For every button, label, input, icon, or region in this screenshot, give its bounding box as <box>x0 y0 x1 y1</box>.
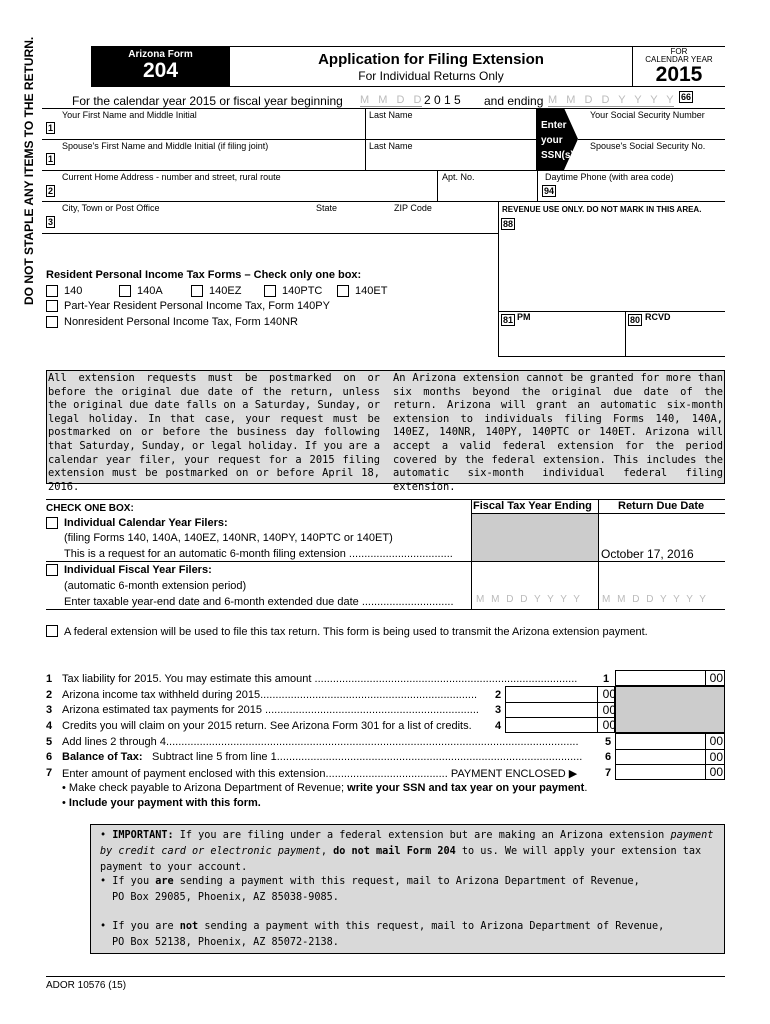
line-3-text: Arizona estimated tax payments for 2015 ...................................................................... <box>62 704 479 716</box>
important-p3c: sending a payment with this request, mail to Arizona Department of Revenue, <box>204 921 665 932</box>
code-81: 81 <box>503 315 514 325</box>
important-para-1: • IMPORTANT: If you are filing under a federal extension but are making an Arizona extension payment by credit card or electronic payment, do not mail Form 204 to us. We will apply your extension tax payment to your account. <box>100 830 714 873</box>
line-5-cents[interactable]: 00 <box>709 734 723 748</box>
line-5-number: 5 <box>46 736 53 748</box>
line-4-box: 4 <box>495 720 502 732</box>
checkbox-fiscal-filer[interactable] <box>46 564 58 576</box>
spouse-first-name-input[interactable] <box>58 151 358 168</box>
spouse-last-name-label: Last Name <box>369 141 413 151</box>
line-1-cents[interactable]: 00 <box>709 671 723 685</box>
calendar-filer-line2: This is a request for an automatic 6-month filing extension .................................. <box>64 548 453 560</box>
calendar-year-label: CALENDAR YEAR <box>645 55 713 64</box>
line-number-1b: 1 <box>48 154 54 164</box>
fiscal-filer-line1: (automatic 6-month extension period) <box>64 580 247 592</box>
line-7-cents[interactable]: 00 <box>709 765 723 779</box>
line-6-cents[interactable]: 00 <box>709 750 723 764</box>
line-6-title: Balance of Tax: <box>62 751 143 763</box>
address-label: Current Home Address - number and street, rural route <box>62 172 281 182</box>
line-2-number: 2 <box>46 689 53 701</box>
important-t1i: payment by credit card or electronic payment <box>100 830 714 857</box>
address-input[interactable] <box>58 182 433 199</box>
checkbox-140ez[interactable] <box>191 285 203 297</box>
important-p3d: PO Box 52138, Phoenix, AZ 85072-2138. <box>112 937 339 948</box>
form-number: 204 <box>142 59 179 82</box>
shaded-amount-area <box>615 686 725 733</box>
footer-code: ADOR 10576 (15) <box>46 980 127 991</box>
forms-heading: Resident Personal Income Tax Forms – Check only one box: <box>46 269 362 281</box>
line-4-number: 4 <box>46 720 53 732</box>
state-label: State <box>316 203 338 213</box>
ssn-label: Your Social Security Number <box>590 110 705 120</box>
line-2-cents[interactable]: 00 <box>602 687 616 701</box>
city-label: City, Town or Post Office <box>62 203 160 213</box>
checkbox-140[interactable] <box>46 285 58 297</box>
calendar-filer-title: Individual Calendar Year Filers: <box>64 517 228 529</box>
phone-label: Daytime Phone (with area code) <box>545 172 674 182</box>
line-2-box: 2 <box>495 689 502 701</box>
important-label: IMPORTANT: <box>112 830 174 841</box>
period-text: For the calendar year 2015 or fiscal year beginning <box>72 94 343 108</box>
fiscal-due-date-input[interactable]: M M D D Y Y Y Y <box>602 594 708 605</box>
fiscal-shaded <box>472 514 598 561</box>
notice-right: An Arizona extension cannot be granted for more than six months beyond the original due date of the return. Arizona will grant an automatic six-month extension to individuals filing Forms 140, 140A, 140EZ, 140NR, 140PY, 140PTC or 140ET. Arizona will accept a valid federal extension for the period covered by the federal extension. This includes the automatic six-month individual federal filing extension. <box>393 372 723 493</box>
page-subtitle: For Individual Returns Only <box>358 69 504 83</box>
apt-input[interactable] <box>440 182 534 199</box>
line-4-text: Credits you will claim on your 2015 return. See Arizona Form 301 for a list of credits. <box>62 720 472 732</box>
checkbox-140et[interactable] <box>337 285 349 297</box>
enter-ssn-text: Enter your SSN(s). <box>541 120 577 161</box>
important-t1b: do not mail Form 204 <box>333 846 456 857</box>
line-7-text: Enter amount of payment enclosed with this extension........................................ PAYMENT ENCLOSED ▶ <box>62 768 578 780</box>
important-p2d: PO Box 29085, Phoenix, AZ 85038-9085. <box>112 892 339 903</box>
important-t1: If you are filing under a federal extension but are making an Arizona extension <box>179 830 665 841</box>
line-7-number: 7 <box>46 767 53 779</box>
city-input[interactable] <box>58 214 308 231</box>
spouse-ssn-label: Spouse's Social Security No. <box>590 141 706 151</box>
label-140et: 140ET <box>355 285 388 297</box>
important-p2a: If you <box>112 876 150 887</box>
first-name-input[interactable] <box>58 120 358 137</box>
line-1-text: Tax liability for 2015. You may estimate this amount ...................................................................................... <box>62 673 578 685</box>
notice-left: All extension requests must be postmarked on or before the original due date of the return, unless the original due date falls on a Saturday, Sunday, or legal holiday. In that case, your request must be postmarked on or before the business day following that Saturday, Sunday, or legal holiday. If you are a calendar year filer, your request for a 2015 filing extension must be postmarked on or before April 18, 2016. <box>48 372 380 493</box>
line-number-1: 1 <box>48 123 54 133</box>
zip-label: ZIP Code <box>394 203 432 213</box>
important-p2c: sending a payment with this request, mail to Arizona Department of Revenue, <box>179 876 640 887</box>
zip-input[interactable] <box>392 214 494 231</box>
important-p2b: are <box>155 876 174 887</box>
state-input[interactable] <box>312 214 388 231</box>
fiscal-filer-line2: Enter taxable year-end date and 6-month extended due date .............................. <box>64 596 454 608</box>
form-id-block <box>91 46 230 86</box>
code-66: 66 <box>681 92 692 102</box>
important-para-3: • If you are not sending a payment with this request, mail to Arizona Department of Revenue, PO Box 52138, Phoenix, AZ 85072-2138. <box>100 921 665 948</box>
code-80: 80 <box>630 315 641 325</box>
checkbox-140ptc[interactable] <box>264 285 276 297</box>
and-ending-text: and ending <box>484 94 544 108</box>
line-1-box: 1 <box>603 673 610 685</box>
checkbox-federal-extension[interactable] <box>46 625 58 637</box>
form-label: Arizona Form <box>128 49 193 60</box>
checkbox-calendar-filer[interactable] <box>46 517 58 529</box>
revenue-use-label: REVENUE USE ONLY. DO NOT MARK IN THIS AREA. <box>502 205 702 214</box>
line-6-number: 6 <box>46 751 53 763</box>
code-94: 94 <box>544 186 555 196</box>
label-140: 140 <box>64 285 83 297</box>
important-t1c: , <box>320 846 327 857</box>
calendar-filer-line1: (filing Forms 140, 140A, 140EZ, 140NR, 140PY, 140PTC or 140ET) <box>64 532 393 544</box>
bullet-include-payment-text: Include your payment with this form. <box>68 797 261 809</box>
bullet-include-payment: • Include your payment with this form. <box>62 797 261 809</box>
code-88: 88 <box>503 219 514 229</box>
last-name-input[interactable] <box>370 120 530 137</box>
fiscal-filer-title: Individual Fiscal Year Filers: <box>64 564 212 576</box>
col-due-header: Return Due Date <box>618 500 705 512</box>
important-p3a: If you are <box>112 921 174 932</box>
line-5-text: Add lines 2 through 4....................................................................................................................................... <box>62 736 579 748</box>
line-6-text: Subtract line 5 from line 1.................................................................................................... <box>152 751 583 763</box>
tax-year: 2015 <box>655 63 703 86</box>
checkbox-140nr[interactable] <box>46 316 58 328</box>
label-140py: Part-Year Resident Personal Income Tax, Form 140PY <box>64 300 330 312</box>
begin-date-mask[interactable]: M M D D <box>360 94 425 106</box>
end-date-mask[interactable]: M M D D Y Y Y Y <box>548 94 677 106</box>
bullet-make-check-c: . <box>584 782 588 794</box>
label-140ez: 140EZ <box>209 285 242 297</box>
label-140a: 140A <box>137 285 163 297</box>
line-number-2: 2 <box>48 186 54 196</box>
federal-extension-label: A federal extension will be used to file this tax return. This form is being used to transmit the Arizona extension payment. <box>64 626 648 638</box>
page-title: Application for Filing Extension <box>318 51 544 68</box>
label-140ptc: 140PTC <box>282 285 323 297</box>
line-number-3: 3 <box>48 217 54 227</box>
spouse-ssn-input[interactable] <box>584 151 724 168</box>
begin-year: 2 0 1 5 <box>424 93 461 107</box>
col-fiscal-header: Fiscal Tax Year Ending <box>473 500 592 512</box>
for-label: FOR <box>670 47 688 56</box>
check-one-heading: CHECK ONE BOX: <box>46 503 134 514</box>
label-140nr: Nonresident Personal Income Tax, Form 140NR <box>64 316 298 328</box>
line-3-number: 3 <box>46 704 53 716</box>
checkbox-140a[interactable] <box>119 285 131 297</box>
phone-input[interactable] <box>556 182 722 199</box>
rcvd-label: RCVD <box>645 312 671 322</box>
important-p3b: not <box>179 921 199 932</box>
ssn-input[interactable] <box>584 120 724 137</box>
spouse-first-name-label: Spouse's First Name and Middle Initial (if filing joint) <box>62 141 269 151</box>
line-4-cents[interactable]: 00 <box>602 718 616 732</box>
line-6-box: 6 <box>605 751 612 763</box>
side-warning: DO NOT STAPLE ANY ITEMS TO THE RETURN. <box>22 36 36 305</box>
bullet-make-check: • Make check payable to Arizona Department of Revenue; write your SSN and tax year on your payment. <box>62 782 588 794</box>
calendar-due-date: October 17, 2016 <box>601 547 694 561</box>
apt-label: Apt. No. <box>442 172 475 182</box>
bullet-make-check-b: write your SSN and tax year on your payment <box>347 782 585 794</box>
line-5-box: 5 <box>605 736 612 748</box>
last-name-label: Last Name <box>369 110 413 120</box>
important-para-2: • If you are sending a payment with this request, mail to Arizona Department of Revenue, PO Box 29085, Phoenix, AZ 85038-9085. <box>100 876 640 903</box>
first-name-label: Your First Name and Middle Initial <box>62 110 197 120</box>
pm-label: PM <box>517 312 531 322</box>
bullet-make-check-a: Make check payable to Arizona Department of Revenue; <box>68 782 345 794</box>
line-7-box: 7 <box>605 767 612 779</box>
line-3-box: 3 <box>495 704 502 716</box>
line-3-cents[interactable]: 00 <box>602 703 616 717</box>
checkbox-140py[interactable] <box>46 300 58 312</box>
line-1-number: 1 <box>46 673 53 685</box>
important-t1d: to us. We will apply your extension tax payment to your account. <box>100 846 702 873</box>
spouse-last-name-input[interactable] <box>370 151 530 168</box>
line-2-text: Arizona income tax withheld during 2015....................................................................... <box>62 689 478 701</box>
fiscal-year-end-input[interactable]: M M D D Y Y Y Y <box>476 594 582 605</box>
